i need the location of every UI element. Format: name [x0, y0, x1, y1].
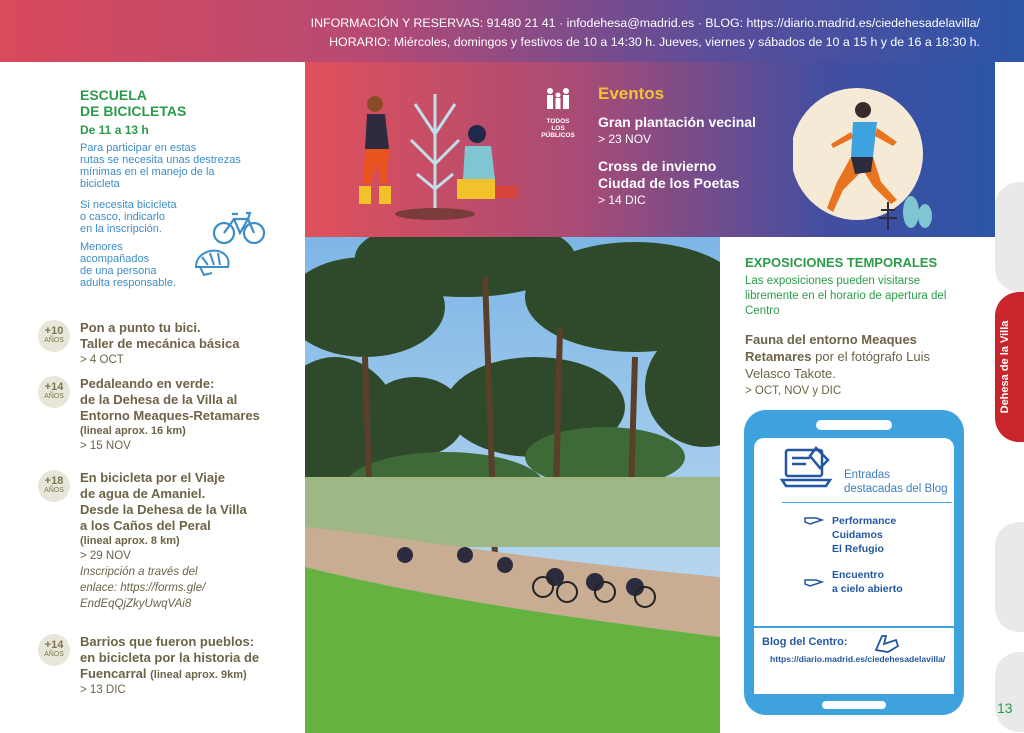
chapter-tab-label: Dehesa de la Villa: [999, 320, 1011, 414]
event-item: Gran plantación vecinal > 23 NOV: [598, 114, 756, 146]
route-distance: (lineal aprox. 8 km): [80, 535, 180, 547]
event-item: Cross de invierno Ciudad de los Poetas > 14 DIC: [598, 158, 740, 207]
helmet-icon: [192, 247, 232, 279]
blog-url-link[interactable]: https://diario.madrid.es/ciedehesadelavilla/: [770, 654, 946, 664]
cyclists-photo: [305, 237, 720, 733]
blog-phone-graphic: [744, 410, 964, 715]
exhibition-date: > OCT, NOV y DIC: [745, 385, 842, 397]
schedule-line: HORARIO: Miércoles, domingos y festivos de 10 a 14:30 h. Jueves, viernes y sábados de 10 a 15 h y de 16 a 18:30 h.: [329, 35, 980, 49]
chapter-tab[interactable]: [995, 522, 1024, 632]
route-date: > 13 DIC: [80, 684, 126, 696]
chapter-tab[interactable]: [995, 652, 1024, 732]
exhibition-title: Fauna del entorno Meaques Retamares por el fotógrafo Luis Velasco Takote.: [745, 332, 931, 381]
click-hand-icon: [872, 630, 902, 654]
exhibitions-subtitle: Las exposiciones pueden visitarse libremente en el horario de apertura del Centro: [745, 275, 947, 317]
blog-links[interactable]: Performance Cuidamos El Refugio: [832, 515, 897, 555]
age-badge: +10 AÑOS: [38, 320, 70, 352]
chapter-tabs: [995, 62, 1024, 733]
chapter-tab[interactable]: [995, 182, 1024, 292]
page-number: 13: [997, 700, 1013, 716]
route-date: > 15 NOV: [80, 440, 131, 452]
events-heading: Eventos: [598, 84, 665, 103]
route-date: > 4 OCT: [80, 354, 124, 366]
blog-links[interactable]: Encuentro a cielo abierto: [832, 569, 903, 595]
contact-line: INFORMACIÓN Y RESERVAS: 91480 21 41 · infodehesa@madrid.es · BLOG: https://diario.madrid.es/ciedehesadelavilla/: [310, 16, 980, 30]
pointing-hand-icon: [804, 514, 824, 526]
route-date: > 29 NOV: [80, 550, 131, 562]
laptop-icon: [780, 446, 832, 490]
photo-illustration: [305, 237, 720, 733]
bicycle-icon: [212, 209, 266, 245]
route-title: Barrios que fueron pueblos: en bicicleta por la historia de Fuencarral (lineal aprox. 9km): [80, 634, 260, 681]
exhibitions-heading: EXPOSICIONES TEMPORALES: [745, 255, 938, 270]
minors-note: Menores acompañados de una persona adulta responsable.: [80, 241, 177, 289]
runner-illustration: [793, 82, 953, 237]
age-badge: +18 AÑOS: [38, 470, 70, 502]
phone-home-button: [822, 701, 886, 709]
blog-footer-title: Blog del Centro:: [762, 636, 848, 648]
equipment-note: Si necesita bicicleta o casco, indicarlo en la inscripción.: [80, 199, 177, 235]
route-title: En bicicleta por el Viaje de agua de Amaniel. Desde la Dehesa de la Villa a los Caños del Peral: [80, 470, 247, 533]
blog-section-title: Entradas destacadas del Blog: [844, 469, 948, 495]
family-icon: [543, 87, 573, 111]
requirements-note: Para participar en estas rutas se necesita unas destrezas mínimas en el manejo de la bicicleta: [80, 142, 241, 190]
route-title: Pon a punto tu bici. Taller de mecánica básica: [80, 320, 240, 351]
tree-planting-illustration: [345, 74, 525, 224]
all-audiences-badge: TODOS LOS PÚBLICOS: [535, 87, 581, 139]
route-distance: (lineal aprox. 9km): [150, 669, 247, 681]
route-distance: (lineal aprox. 16 km): [80, 425, 186, 437]
contact-header: [0, 0, 1024, 62]
phone-notch: [816, 420, 892, 430]
route-title: Pedaleando en verde: de la Dehesa de la Villa al Entorno Meaques-Retamares: [80, 376, 260, 423]
registration-link[interactable]: Inscripción a través del enlace: https://forms.gle/ EndEqQjZkyUwqVAi8: [80, 566, 206, 610]
bike-school-column: [0, 62, 305, 733]
pointing-hand-icon: [804, 576, 824, 588]
school-title: ESCUELA DE BICICLETAS: [80, 87, 187, 119]
school-hours: De 11 a 13 h: [80, 123, 149, 137]
age-badge: +14 AÑOS: [38, 634, 70, 666]
events-banner: [305, 62, 995, 237]
age-badge: +14 AÑOS: [38, 376, 70, 408]
